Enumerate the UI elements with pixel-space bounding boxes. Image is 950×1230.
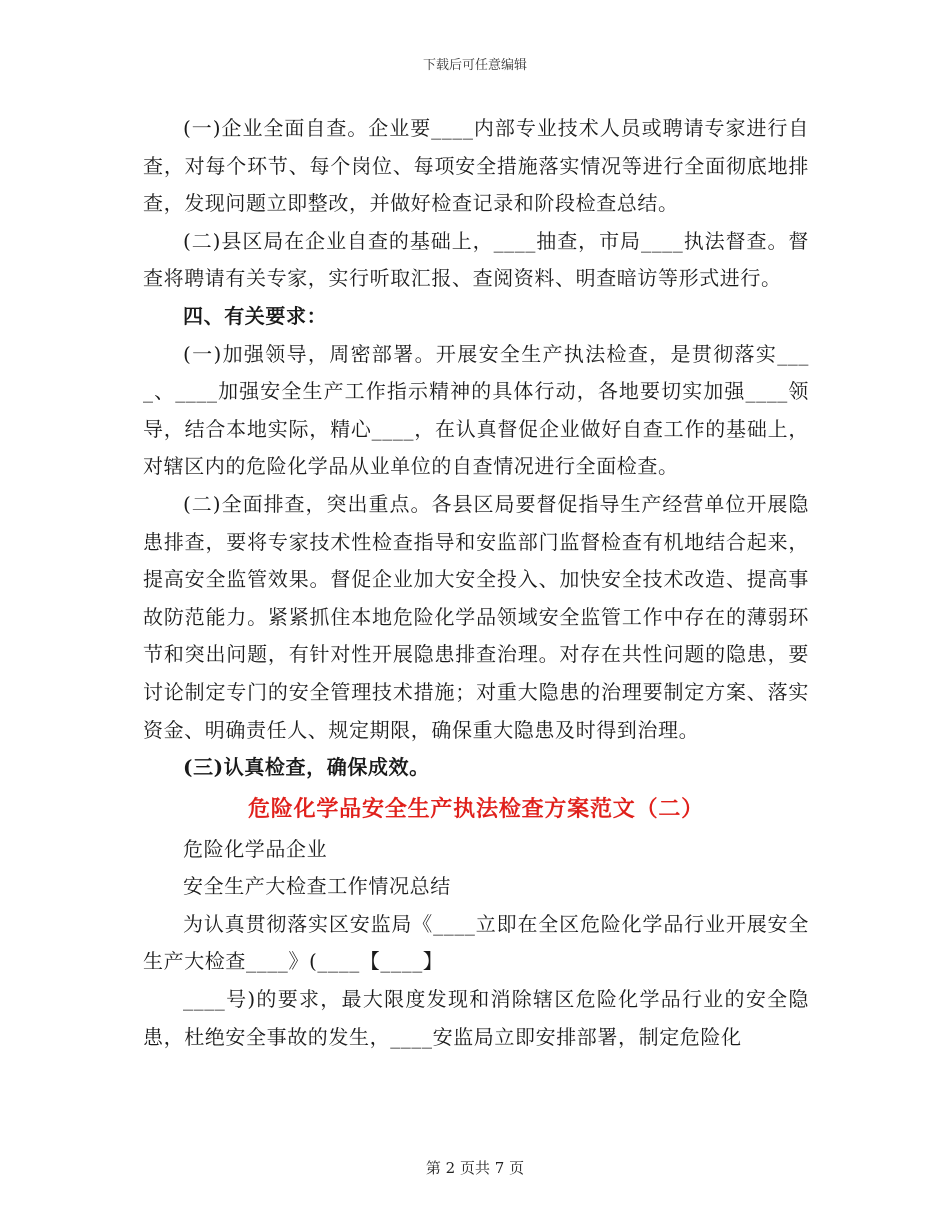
paragraph-county-check: (二)县区局在企业自查的基础上，____抽查，市局____执法督查。督查将聘请有关专家，实行听取汇报、查阅资料、明查暗访等形式进行。	[143, 228, 809, 291]
paragraph-enterprise: 危险化学品企业	[183, 836, 328, 861]
section-heading-requirements: 四、有关要求：	[183, 303, 328, 328]
paragraph-investigation: (二)全面排查，突出重点。各县区局要督促指导生产经营单位开展隐患排查，要将专家技术性检查指导和安监部门监督检查有机地结合起来，提高安全监管效果。督促企业加大安全投入、加快安全技术改造、提高事故防范能力。紧紧抓住本地危险化学品领域安全监管工作中存在的薄弱环节和突出问题，有针对性开展隐患排查治理。对存在共性问题的隐患，要讨论制定专门的安全管理技术措施；对重大隐患的治理要制定方案、落实资金、明确责任人、规定期限，确保重大隐患及时得到治理。	[143, 491, 809, 742]
page-footer: 第 2 页共 7 页	[425, 1159, 525, 1177]
paragraph-summary-heading: 安全生产大检查工作情况总结	[183, 874, 451, 899]
paragraph-careful-check: (三)认真检查，确保成效。	[183, 755, 430, 780]
document-title: 危险化学品安全生产执法检查方案范文（二）	[247, 795, 704, 822]
paragraph-implementation: 为认真贯彻落实区安监局《____立即在全区危险化学品行业开展安全生产大检查____》(____【____】	[143, 911, 809, 974]
paragraph-self-inspection: (一)企业全面自查。企业要____内部专业技术人员或聘请专家进行自查，对每个环节、每个岗位、每项安全措施落实情况等进行全面彻底地排查，发现问题立即整改，并做好检查记录和阶段检查总结。	[143, 116, 809, 216]
paragraph-requirements-text: ____号)的要求，最大限度发现和消除辖区危险化学品行业的安全隐患，杜绝安全事故的发生，____安监局立即安排部署，制定危险化	[143, 987, 809, 1049]
paragraph-leadership: (一)加强领导，周密部署。开展安全生产执法检查，是贯彻落实____、____加强安全生产工作指示精神的具体行动，各地要切实加强____领导，结合本地实际，精心____，在认真督促企业做好自查工作的基础上，对辖区内的危险化学品从业单位的自查情况进行全面检查。	[143, 341, 809, 479]
page-header: 下载后可任意编辑	[422, 58, 527, 73]
document-body	[143, 110, 809, 1056]
